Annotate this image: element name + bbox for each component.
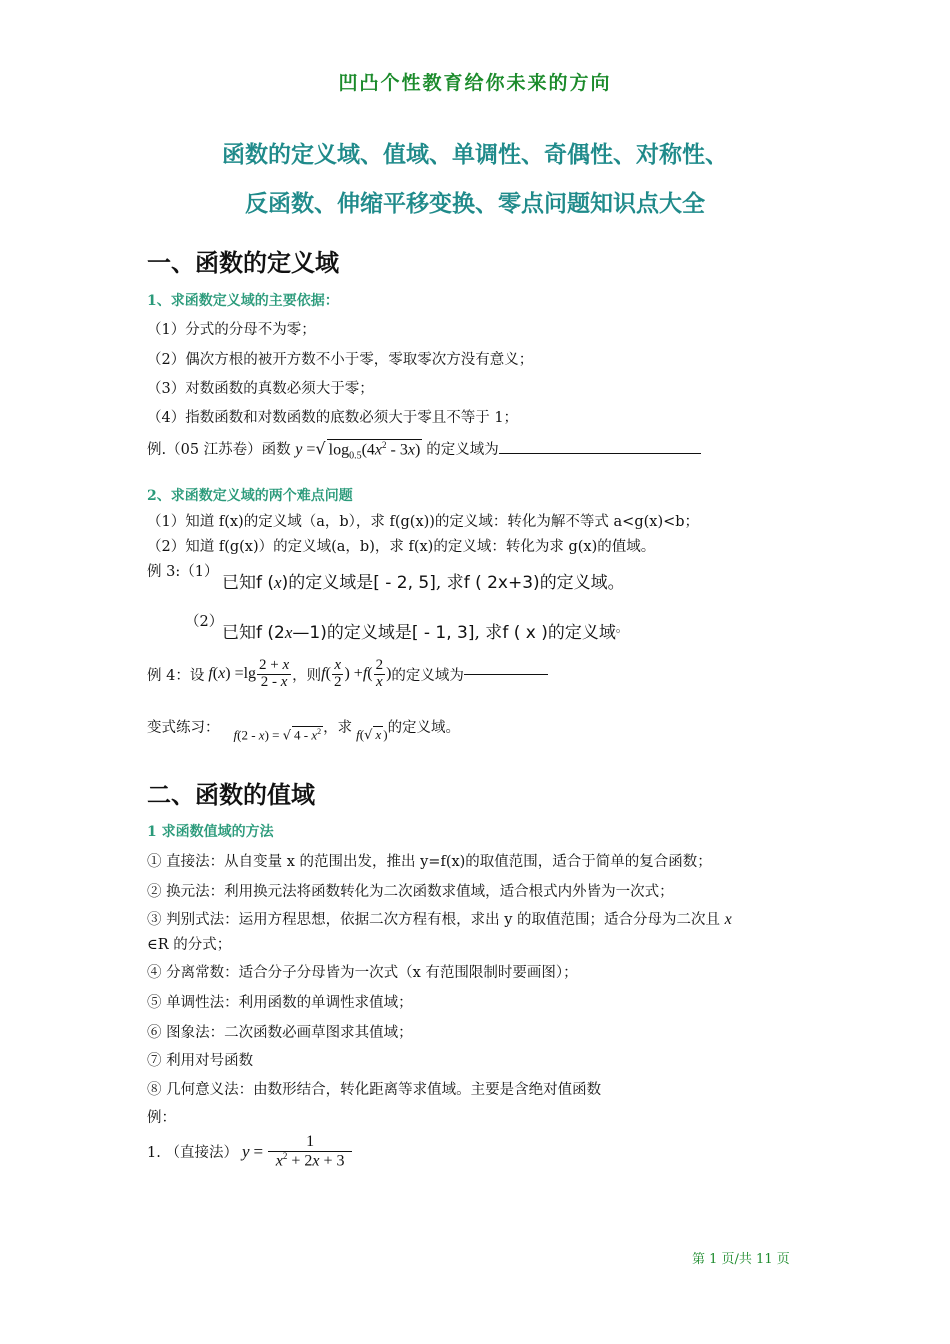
method-8: ⑧ 几何意义法：由数形结合，转化距离等求值域。主要是含绝对值函数 <box>147 1082 602 1098</box>
ex3p2-text-c: , 求 <box>474 623 503 643</box>
ex1-fraction: $\frac{1}{x^2 + 2x + 3}$ <box>268 1134 352 1170</box>
hard-problem-1: （1）知道 f(x)的定义域（a，b），求 f(g(x))的定义域：转化为解不等式 a<g(x)<b； <box>147 514 700 530</box>
ex3p1-text-c: , 求 <box>435 573 464 593</box>
example-label: 例： <box>147 1110 176 1126</box>
rule-2: （2）偶次方根的被开方数不小于零，零取零次方没有意义； <box>147 352 534 368</box>
ex3p1-text-b: 的定义域是 <box>288 573 374 593</box>
ex1-y: y <box>241 1141 250 1161</box>
variant-prefix: 变式练习： <box>147 720 220 737</box>
example4: 例 4：设 f (x) =lg $\frac{2 + x}{2 - x}$ ，则 f ( $\frac{x}{2}$ ) + f ( $\frac{2}{x}$ ) 的定义域为 <box>147 658 548 691</box>
method-3-x: x <box>724 911 732 928</box>
example-direct: 1. （直接法） y = $\frac{1}{x^2 + 2x + 3}$ <box>147 1134 353 1170</box>
method-3 <box>147 908 732 929</box>
example1-prefix: 例.（05 江苏卷）函数 <box>147 442 291 458</box>
ex3p2-text-a: 已知 <box>222 623 256 643</box>
rule-3: （3）对数函数的真数必须大于零； <box>147 381 374 397</box>
document-title-line1: 函数的定义域、值域、单调性、奇偶性、对称性、 <box>222 141 728 168</box>
example3-part1 <box>222 568 625 593</box>
ex3p2-f2x1: f (2x—1) <box>256 623 327 643</box>
ex1-numerator: 1 <box>268 1134 352 1152</box>
section1-sub1: 1、求函数定义域的主要依据： <box>147 293 339 309</box>
rule-4: （4）指数函数和对数函数的底数必须大于零且不等于 1； <box>147 410 519 426</box>
example1 <box>147 438 701 461</box>
variant-mid: ，求 <box>323 720 353 737</box>
variant-suffix: 的定义域。 <box>387 720 461 737</box>
ex4-answer-blank <box>464 674 548 675</box>
method-6: ⑥ 图象法：二次函数必画草图求其值域； <box>147 1025 413 1041</box>
variant-formula: f(2 - x) = √ $4 - x^2$ <box>233 727 322 744</box>
example3-label: 例 3:（1） <box>147 564 219 580</box>
ex4-fx-def: f <box>208 665 213 683</box>
section2-sub1: 1 求函数值域的方法 <box>147 824 274 840</box>
method-5: ⑤ 单调性法：利用函数的单调性求值域； <box>147 995 413 1011</box>
brand-header: 凹凸个性教育给你未来的方向 <box>338 72 612 94</box>
method-7: ⑦ 利用对号函数 <box>147 1053 254 1069</box>
answer-blank <box>499 453 701 454</box>
ex3p1-fx: f (x) <box>256 573 289 593</box>
example3-label2: （2） <box>185 614 224 630</box>
ex3p1-interval: [ - 2, 5] <box>373 573 436 593</box>
hard-problem-2: （2）知道 f(g(x)）的定义域(a，b)，求 f(x)的定义域：转化为求 g(x)的值域。 <box>147 539 656 555</box>
page-footer: 第 1 页/共 11 页 <box>692 1252 790 1267</box>
ex3p1-text-d: 的定义域。 <box>539 573 625 593</box>
section1-sub2: 2、求函数定义域的两个难点问题 <box>147 488 353 504</box>
ex1-prefix: 1. （直接法） <box>147 1145 238 1162</box>
variant-target: f(√ x ) <box>356 727 388 744</box>
ex4-prefix: 例 4：设 <box>147 667 205 684</box>
method-1: ① 直接法：从自变量 x 的范围出发，推出 y=f(x)的取值范围，适合于简单的复合函数； <box>147 854 712 870</box>
ex3p1-f2x3: f ( 2x+3) <box>463 573 540 593</box>
method-3-cont: ∈R 的分式； <box>147 937 232 953</box>
ex4-suffix: 的定义域为 <box>391 667 464 684</box>
example1-suffix: 的定义域为 <box>426 442 499 458</box>
ex3p1-text-a: 已知 <box>222 573 256 593</box>
ex3p2-fx: f ( x ) <box>502 623 548 643</box>
document-title-line2: 反函数、伸缩平移变换、零点问题知识点大全 <box>245 190 705 217</box>
ex3p2-end-mark: 。 <box>615 620 628 635</box>
example1-formula: y =√ $\log_{0.5}(4x^2 - 3x)$ <box>295 439 421 462</box>
rule-1: （1）分式的分母不为零； <box>147 322 316 338</box>
method-2: ② 换元法：利用换元法将函数转化为二次函数求值域，适合根式内外皆为一次式； <box>147 884 674 900</box>
ex3p2-text-d: 的定义域 <box>547 623 616 643</box>
ex4-mid: ，则 <box>292 667 322 684</box>
section2-heading: 二、函数的值域 <box>147 781 315 809</box>
ex4-f-x2: f <box>321 665 326 683</box>
ex4-fraction: $\frac{2 + x}{2 - x}$ <box>259 657 290 690</box>
example3-part2 <box>222 618 628 643</box>
variant-exercise <box>147 710 460 743</box>
section1-heading: 一、函数的定义域 <box>147 249 339 277</box>
ex3p2-text-b: 的定义域是 <box>326 623 412 643</box>
ex3p2-interval: [ - 1, 3] <box>411 623 475 643</box>
method-4: ④ 分离常数：适合分子分母皆为一次式（x 有范围限制时要画图）； <box>147 965 578 981</box>
method-3-text: ③ 判别式法：运用方程思想，依据二次方程有根，求出 y 的取值范围；适合分母为二次且 <box>147 912 721 928</box>
